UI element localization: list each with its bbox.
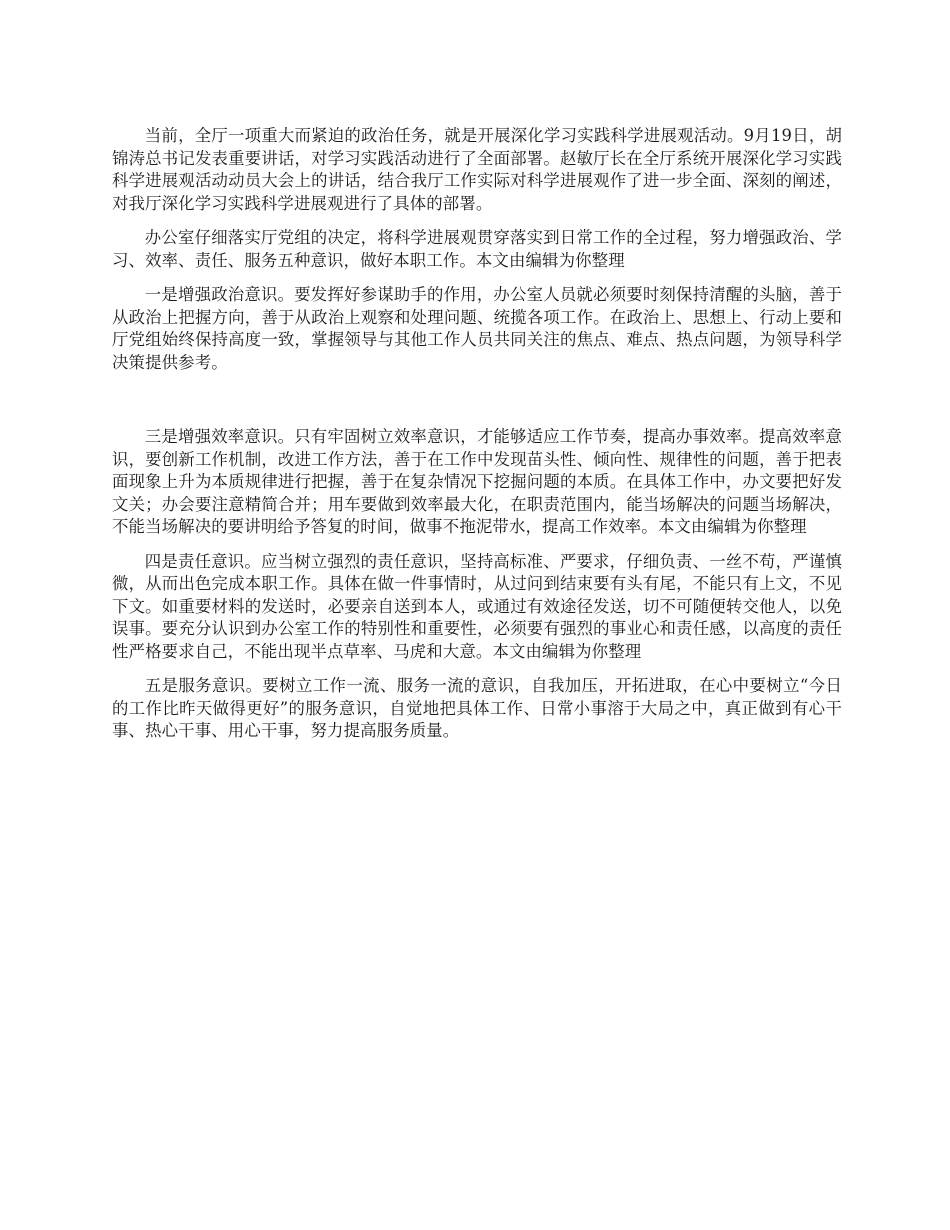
paragraph-intro: 当前，全厅一项重大而紧迫的政治任务，就是开展深化学习实践科学进展观活动。9月19日，胡锦涛总书记发表重要讲话，对学习实践活动进行了全面部署。赵敏厅长在全厅系统开展深化学习实践科学进展观活动动员大会上的讲话，结合我厅工作实际对科学进展观作了进一步全面、深刻的阐述，对我厅深化学习实践科学进展观进行了具体的部署。 — [112, 126, 842, 213]
blank-gap — [112, 386, 842, 426]
paragraph-political-awareness: 一是增强政治意识。要发挥好参谋助手的作用，办公室人员就必须要时刻保持清醒的头脑，善于从政治上把握方向，善于从政治上观察和处理问题、统揽各项工作。在政治上、思想上、行动上要和厅党组始终保持高度一致，掌握领导与其他工作人员共同关注的焦点、难点、热点问题，为领导科学决策提供参考。 — [112, 285, 842, 372]
paragraph-efficiency-awareness: 三是增强效率意识。只有牢固树立效率意识，才能够适应工作节奏，提高办事效率。提高效率意识，要创新工作机制，改进工作方法，善于在工作中发现苗头性、倾向性、规律性的问题，善于把表面现象上升为本质规律进行把握，善于在复杂情况下挖掘问题的本质。在具体工作中，办文要把好发文关；办会要注意精简合并；用车要做到效率最大化，在职责范围内，能当场解决的问题当场解决，不能当场解决的要讲明给予答复的时间，做事不拖泥带水，提高工作效率。本文由编辑为你整理 — [112, 427, 842, 536]
paragraph-office-decision: 办公室仔细落实厅党组的决定，将科学进展观贯穿落实到日常工作的全过程，努力增强政治、学习、效率、责任、服务五种意识，做好本职工作。本文由编辑为你整理 — [112, 228, 842, 270]
paragraph-responsibility-awareness: 四是责任意识。应当树立强烈的责任意识，坚持高标准、严要求，仔细负责、一丝不苟，严谨慎微，从而出色完成本职工作。具体在做一件事情时，从过问到结束要有头有尾，不能只有上文，不见下文。如重要材料的发送时，必要亲自送到本人，或通过有效途径发送，切不可随便转交他人，以免误事。要充分认识到办公室工作的特别性和重要性，必须要有强烈的事业心和责任感，以高度的责任性严格要求自己，不能出现半点草率、马虎和大意。本文由编辑为你整理 — [112, 551, 842, 661]
document-page — [112, 125, 842, 755]
paragraph-service-awareness: 五是服务意识。要树立工作一流、服务一流的意识，自我加压，开拓进取，在心中要树立“今日的工作比昨天做得更好”的服务意识，自觉地把具体工作、日常小事溶于大局之中，真正做到有心干事、热心干事、用心干事，努力提高服务质量。 — [112, 676, 842, 740]
